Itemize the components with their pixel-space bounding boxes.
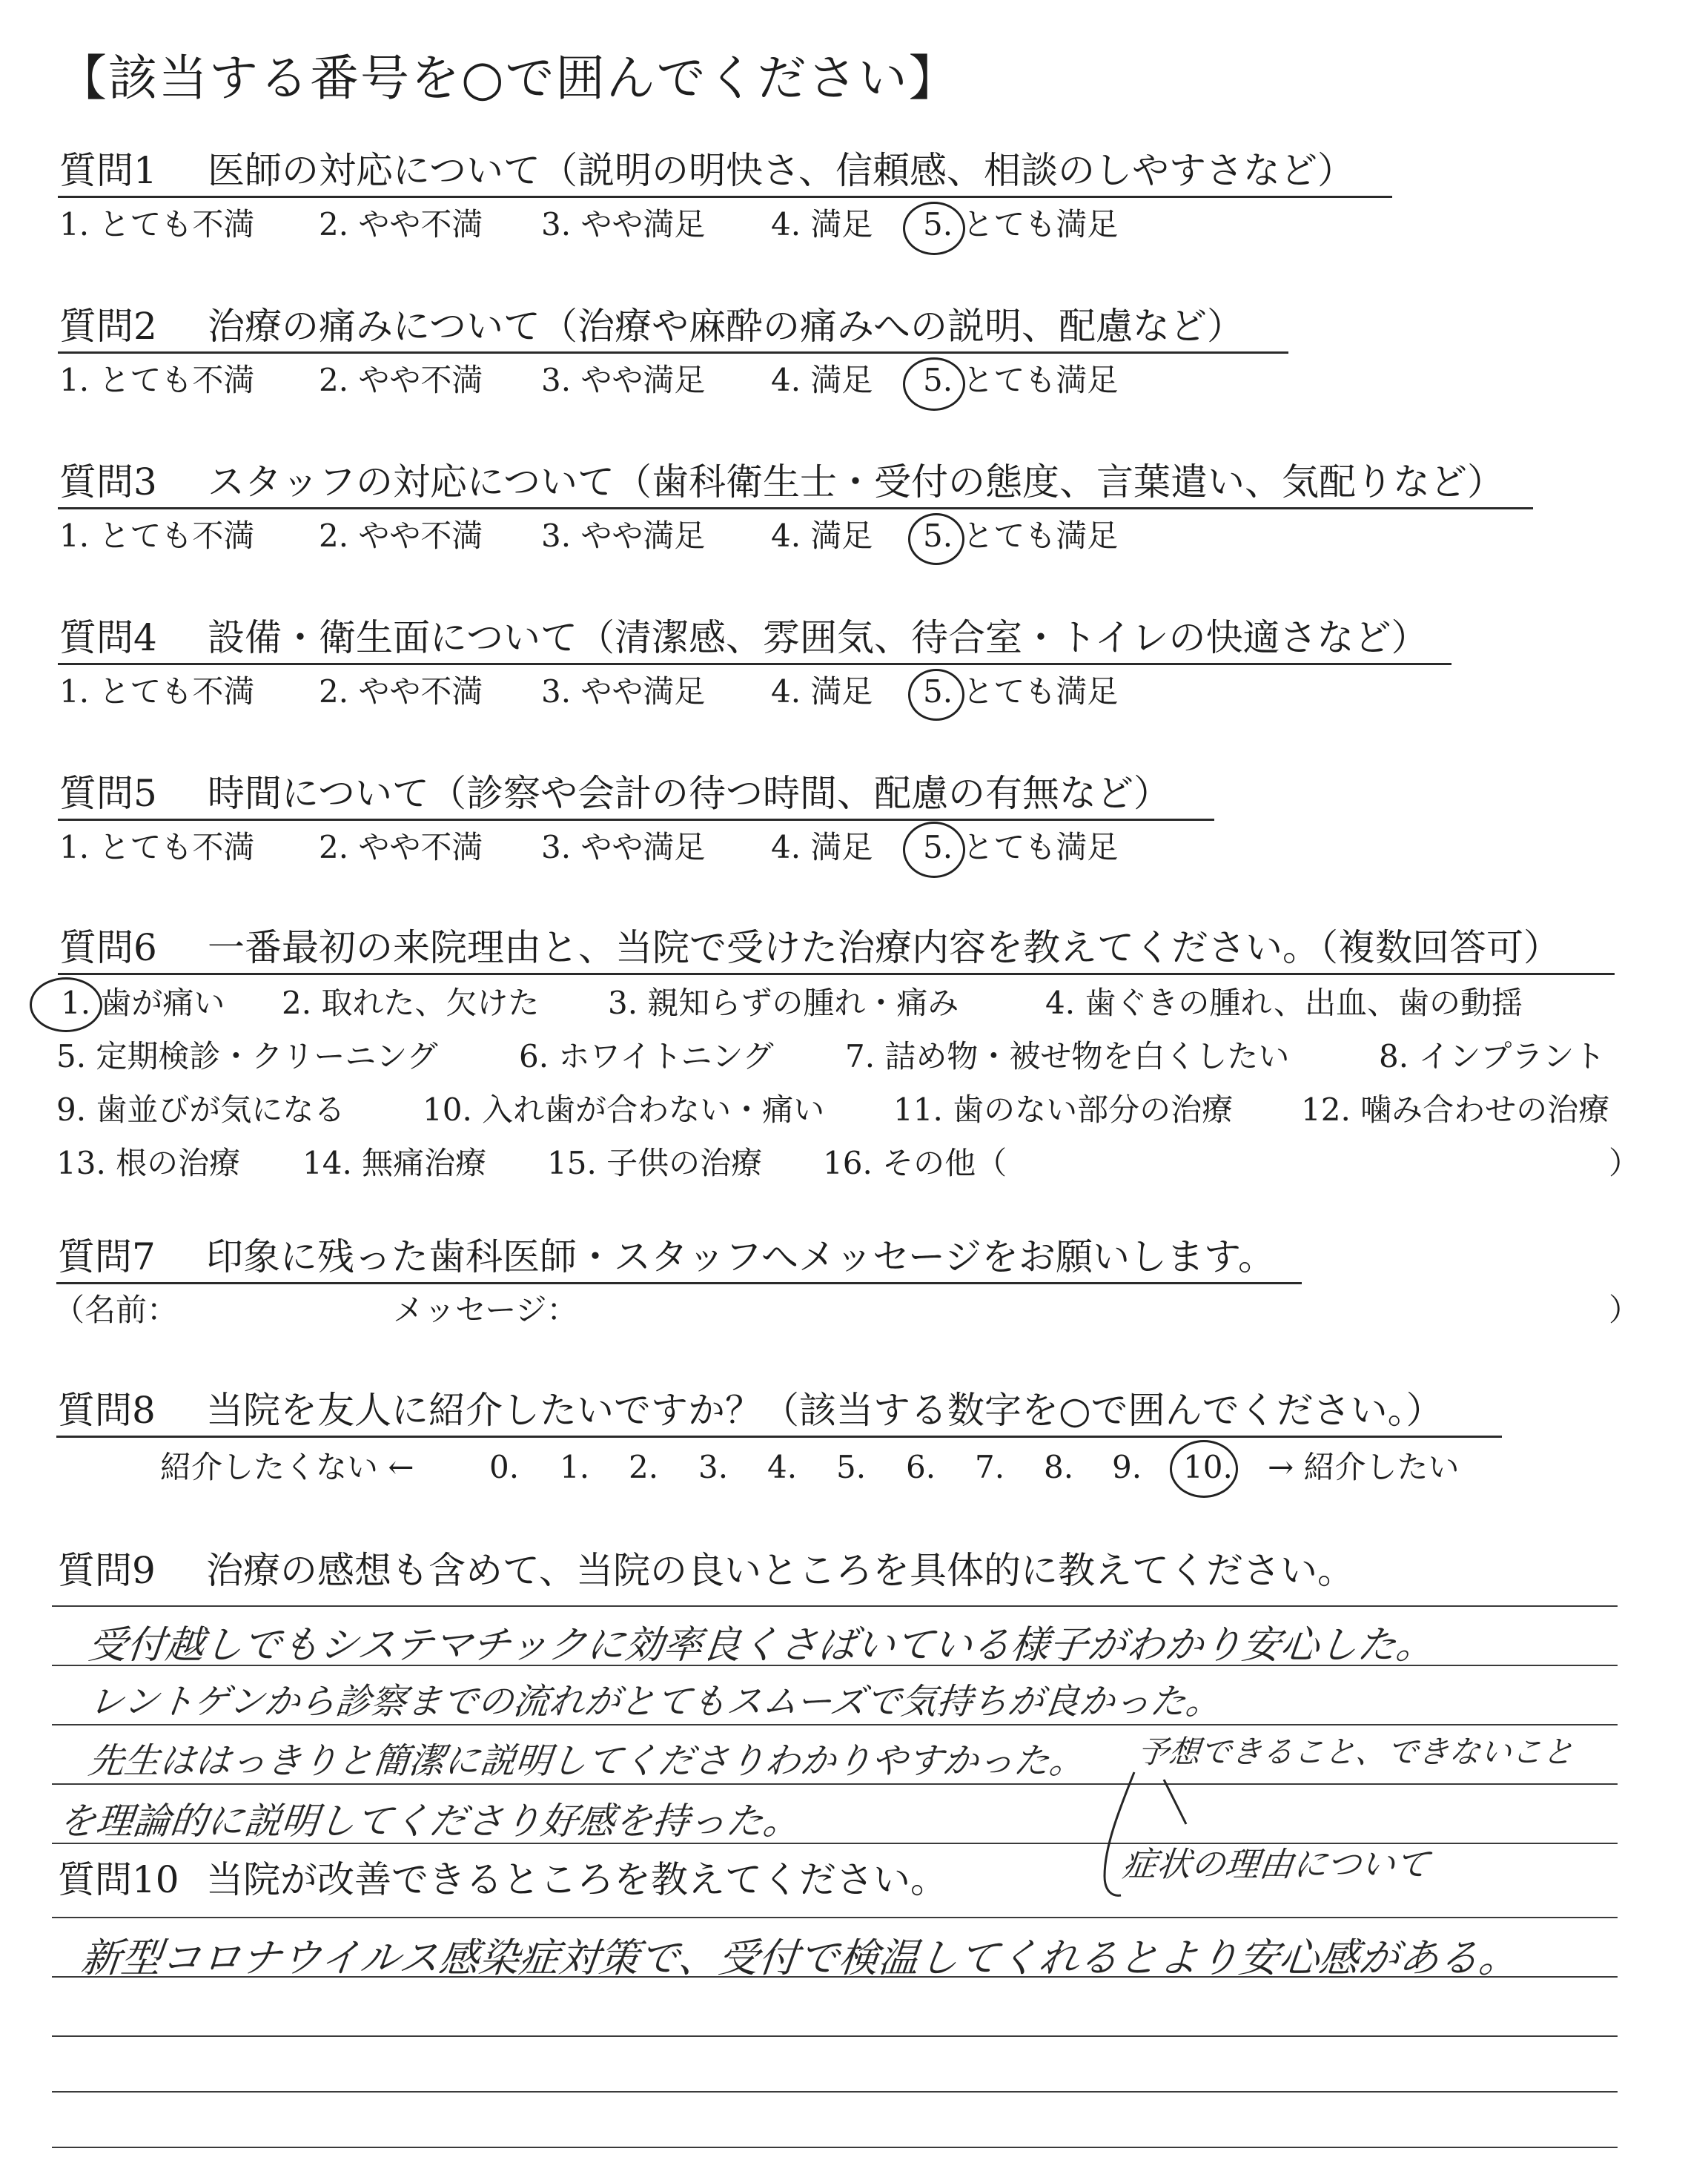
q6-option[interactable]: 1. 歯が痛い (61, 985, 225, 1021)
answer-line (52, 1917, 1618, 1918)
option-2[interactable]: 2. やや不満 (319, 518, 483, 554)
q6-option[interactable]: 5. 定期検診・クリーニング (56, 1038, 438, 1074)
option-2[interactable]: 2. やや不満 (319, 206, 483, 242)
question-4 (59, 615, 1429, 660)
question-number: 質問10 (58, 1858, 179, 1901)
question-8 (58, 1388, 1443, 1433)
selected-circle-mark (903, 357, 965, 411)
option-3[interactable]: 3. やや満足 (541, 673, 706, 710)
question-text: 時間について（診察や会計の待つ時間、配慮の有無など） (208, 772, 1171, 815)
handwritten-answer-line: 受付越しでもシステマチックに効率良くさばいている様子がわかり安心した。 (86, 1623, 1437, 1668)
question-text: 医師の対応について（説明の明快さ、信頼感、相談のしやすさなど） (208, 149, 1354, 192)
question-7 (58, 1235, 1275, 1279)
q6-option[interactable]: 3. 親知らずの腫れ・痛み (608, 985, 959, 1021)
option-5[interactable]: 5. とても満足 (923, 673, 1119, 710)
selected-circle-mark (903, 822, 965, 878)
underline (56, 1282, 1302, 1284)
recommend-scale (0, 1447, 1708, 1492)
q6-other-close-paren: ） (1609, 1145, 1641, 1181)
scale-option[interactable]: 0. (489, 1449, 520, 1485)
selected-circle-mark (30, 977, 102, 1032)
selected-circle-mark (1170, 1440, 1238, 1498)
message-label: メッセージ： (393, 1292, 578, 1328)
scale-option[interactable]: 3. (698, 1449, 729, 1485)
q6-option[interactable]: 14. 無痛治療 (302, 1145, 487, 1181)
q7-close-paren: ） (1609, 1292, 1641, 1328)
option-1[interactable]: 1. とても不満 (59, 673, 255, 710)
q6-option[interactable]: 10. 入れ歯が合わない・痛い (423, 1091, 825, 1128)
scale-option[interactable]: 1. (560, 1449, 590, 1485)
option-4[interactable]: 4. 満足 (771, 362, 873, 398)
scale-option[interactable]: 9. (1112, 1449, 1142, 1485)
underline (56, 1436, 1502, 1438)
options-row-q4 (0, 672, 1708, 716)
handwritten-answer-line: 先生ははっきりと簡潔に説明してくださりわかりやすかった。 (86, 1740, 1088, 1782)
option-4[interactable]: 4. 満足 (771, 673, 873, 710)
q6-option[interactable]: 8. インプラント (1379, 1038, 1606, 1074)
handwritten-answer-line: 新型コロナウイルス感染症対策で、受付で検温してくれるとより安心感がある。 (79, 1935, 1522, 1981)
answer-line (52, 1724, 1618, 1725)
option-3[interactable]: 3. やや満足 (541, 518, 706, 554)
option-1[interactable]: 1. とても不満 (59, 362, 255, 398)
option-5[interactable]: 5. とても満足 (923, 829, 1119, 865)
scale-option[interactable]: 2. (629, 1449, 659, 1485)
question-text: 一番最初の来院理由と、当院で受けた治療内容を教えてください。（複数回答可） (208, 926, 1560, 969)
question-text: 当院が改善できるところを教えてください。 (206, 1858, 947, 1901)
option-2[interactable]: 2. やや不満 (319, 829, 483, 865)
q6-option[interactable]: 12. 噛み合わせの治療 (1301, 1091, 1610, 1128)
question-number: 質問6 (59, 926, 157, 969)
option-4[interactable]: 4. 満足 (771, 518, 873, 554)
option-1[interactable]: 1. とても不満 (59, 206, 255, 242)
q6-option[interactable]: 16. その他（ (823, 1145, 1007, 1181)
question-text: 印象に残った歯科医師・スタッフへメッセージをお願いします。 (206, 1235, 1275, 1278)
scale-option[interactable]: 7. (975, 1449, 1005, 1485)
scale-option[interactable]: 10. (1183, 1449, 1233, 1485)
question-number: 質問1 (59, 149, 157, 192)
question-2 (59, 304, 1244, 349)
option-3[interactable]: 3. やや満足 (541, 206, 706, 242)
option-5[interactable]: 5. とても満足 (923, 206, 1119, 242)
handwritten-annotation: 症状の理由について (1120, 1844, 1431, 1884)
options-row-q1 (0, 205, 1708, 249)
underline (58, 351, 1288, 354)
q6-option[interactable]: 9. 歯並びが気になる (56, 1091, 345, 1128)
question-1 (59, 148, 1354, 193)
question-text: スタッフの対応について（歯科衛生士・受付の態度、言葉遣い、気配りなど） (208, 460, 1504, 503)
question-text: 治療の痛みについて（治療や麻酔の痛みへの説明、配慮など） (208, 305, 1244, 348)
underline (58, 663, 1452, 665)
options-row-q3 (0, 516, 1708, 561)
answer-line (52, 1605, 1618, 1607)
name-label: （名前： (53, 1292, 179, 1328)
options-row-q5 (0, 828, 1708, 872)
handwritten-answer-line: レントゲンから診察までの流れがとてもスムーズで気持ちが良かった。 (86, 1681, 1224, 1723)
option-5[interactable]: 5. とても満足 (923, 362, 1119, 398)
option-2[interactable]: 2. やや不満 (319, 673, 483, 710)
option-2[interactable]: 2. やや不満 (319, 362, 483, 398)
answer-line (52, 2147, 1618, 2148)
q6-option[interactable]: 4. 歯ぐきの腫れ、出血、歯の動揺 (1045, 985, 1523, 1021)
question-9 (58, 1548, 1354, 1593)
option-1[interactable]: 1. とても不満 (59, 518, 255, 554)
question-6 (59, 925, 1560, 970)
option-3[interactable]: 3. やや満足 (541, 829, 706, 865)
selected-circle-mark (908, 513, 964, 565)
q6-option[interactable]: 13. 根の治療 (56, 1145, 241, 1181)
scale-option[interactable]: 8. (1044, 1449, 1074, 1485)
question-number: 質問4 (59, 616, 157, 659)
question-number: 質問7 (58, 1235, 156, 1278)
selected-circle-mark (903, 202, 965, 255)
form-instruction-header: 【該当する番号を○で囲んでください】 (58, 50, 959, 107)
option-1[interactable]: 1. とても不満 (59, 829, 255, 865)
q6-option[interactable]: 7. 詰め物・被せ物を白くしたい (845, 1038, 1290, 1074)
q6-option[interactable]: 2. 取れた、欠けた (282, 985, 540, 1021)
question-5 (59, 771, 1171, 816)
option-4[interactable]: 4. 満足 (771, 829, 873, 865)
underline (58, 973, 1615, 975)
question-text: 当院を友人に紹介したいですか？（該当する数字を○で囲んでください。） (206, 1389, 1443, 1432)
answer-line (52, 1783, 1618, 1785)
option-5[interactable]: 5. とても満足 (923, 518, 1119, 554)
option-3[interactable]: 3. やや満足 (541, 362, 706, 398)
scale-option[interactable]: 5. (836, 1449, 867, 1485)
handwritten-insertion: 予想できること、できないこと (1136, 1734, 1576, 1770)
underline (58, 507, 1533, 509)
answer-line (52, 2091, 1618, 2093)
handwritten-answer-line: を理論的に説明してくださり好感を持った。 (56, 1800, 803, 1843)
question-10 (58, 1857, 947, 1902)
option-4[interactable]: 4. 満足 (771, 206, 873, 242)
underline (58, 196, 1392, 198)
options-row-q2 (0, 360, 1708, 405)
q6-option[interactable]: 6. ホワイトニング (519, 1038, 774, 1074)
question-number: 質問3 (59, 460, 157, 503)
question-number: 質問9 (58, 1549, 156, 1592)
selected-circle-mark (908, 669, 964, 721)
question-number: 質問5 (59, 772, 157, 815)
scale-option[interactable]: 4. (767, 1449, 798, 1485)
question-3 (59, 460, 1504, 504)
answer-line (52, 2035, 1618, 2037)
q6-option[interactable]: 11. 歯のない部分の治療 (893, 1091, 1234, 1128)
scale-option[interactable]: 6. (906, 1449, 936, 1485)
question-text: 設備・衛生面について（清潔感、雰囲気、待合室・トイレの快適さなど） (208, 616, 1429, 659)
q6-option[interactable]: 15. 子供の治療 (547, 1145, 763, 1181)
q6-options (0, 983, 1708, 1206)
underline (58, 819, 1214, 821)
question-number: 質問2 (59, 305, 157, 348)
question-text: 治療の感想も含めて、当院の良いところを具体的に教えてください。 (206, 1549, 1354, 1592)
question-number: 質問8 (58, 1389, 156, 1432)
scale-right-label: → 紹介したい (1268, 1449, 1460, 1485)
scale-left-label: 紹介したくない ← (160, 1449, 414, 1485)
